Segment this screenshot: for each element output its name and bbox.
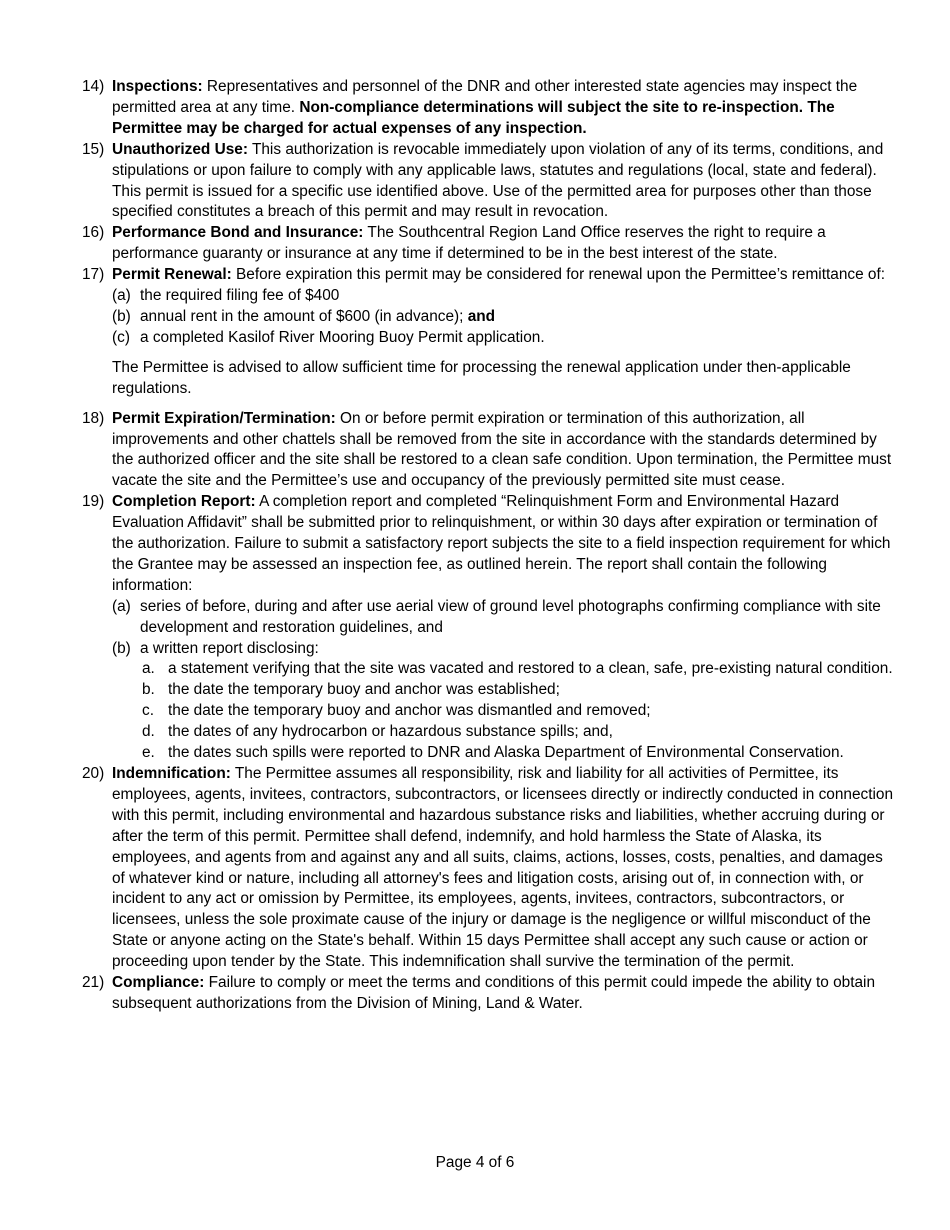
term-text: On or before permit expiration or termination of this authorization, all improvements and other chattels shall be removed from the site in accordance with the standards determined by the authorized officer and the site shall be restored to a clean safe condition. Upon termination, the Permittee must vacate the site and the Permittee’s use and occupancy of the previously permitted site must cease.	[112, 409, 892, 490]
report-item-text: the dates of any hydrocarbon or hazardous substance spills; and,	[168, 723, 613, 741]
term-18-permit-expiration	[82, 409, 897, 493]
sub-item-c	[112, 328, 897, 349]
report-item-label: d.	[142, 723, 155, 741]
term-title: Unauthorized Use:	[112, 140, 248, 158]
sub-item-text: annual rent in the amount of $600 (in advance);	[140, 307, 468, 325]
report-item-label: c.	[142, 702, 154, 720]
term-number: 14)	[82, 78, 105, 95]
term-title: Permit Expiration/Termination:	[112, 409, 336, 427]
report-item-text: the date the temporary buoy and anchor was established;	[168, 681, 560, 699]
term-text: Representatives and personnel of the DNR and other interested state agencies may inspect the permitted area at any time.	[112, 78, 858, 116]
sub-item-text: the required filing fee of $400	[140, 287, 340, 305]
report-item-e	[112, 743, 897, 764]
report-item-label: a.	[142, 660, 155, 678]
term-17-permit-renewal	[82, 265, 897, 408]
term-number: 16)	[82, 224, 105, 242]
term-title: Inspections:	[112, 78, 203, 95]
term-14-inspections	[82, 77, 897, 140]
sub-item-text: series of before, during and after use aerial view of ground level photographs confirming compliance with site development and restoration guidelines, and	[140, 597, 881, 636]
sub-item-a	[112, 597, 897, 639]
term-number: 19)	[82, 493, 105, 511]
term-number: 17)	[82, 266, 105, 284]
sub-item-text: a completed Kasilof River Mooring Buoy Permit application.	[140, 328, 545, 346]
sub-item-label: (a)	[112, 597, 131, 615]
term-bold-text: Non-compliance determinations will subject the site to re-inspection. The Permittee may be charged for actual expenses of any inspection.	[112, 98, 835, 137]
term-title: Performance Bond and Insurance:	[112, 224, 364, 242]
report-item-d	[112, 722, 897, 743]
term-title: Completion Report:	[112, 493, 256, 511]
sub-item-bold: and	[467, 307, 496, 325]
renewal-note: The Permittee is advised to allow sufficient time for processing the renewal application under then-applicable regulations.	[112, 358, 851, 397]
term-number: 21)	[82, 974, 105, 992]
term-text: This authorization is revocable immediately upon violation of any of its terms, conditions, and stipulations or upon failure to comply with any applicable laws, statutes and regulations (local, state and federal). This permit is issued for a specific use identified above. Use of the permitted area for purposes other than those specified constitutes a breach of this permit and may result in revocation.	[112, 140, 884, 221]
report-item-text: the dates such spills were reported to DNR and Alaska Department of Environmental Conservation.	[168, 744, 844, 762]
term-title: Indemnification:	[112, 765, 231, 782]
sub-item-label: (b)	[112, 639, 131, 657]
term-16-performance-bond	[82, 223, 897, 265]
term-text: Before expiration this permit may be considered for renewal upon the Permittee’s remittance of:	[231, 266, 886, 284]
term-number: 20)	[82, 765, 105, 782]
term-title: Compliance:	[112, 974, 205, 992]
report-item-label: b.	[142, 681, 155, 699]
page-number: Page 4 of 6	[435, 1154, 515, 1171]
term-text: The Permittee assumes all responsibility, risk and liability for all activities of Permittee, its employees, agents, invitees, contractors, subcontractors, or licensees directly or indirectly conducted in connection with this permit, including environmental and hazardous substance risks and liabilities, whether accruing during or after the term of this permit. Permittee shall defend, indemnify, and hold harmless the State of Alaska, its employees, and agents from and against any and all suits, claims, actions, losses, costs, penalties, and damages of whatever kind or nature, including all attorney's fees and litigation costs, arising out of, in connection with, or incident to any act or omission by Permittee, its employees, agents, invitees, contractors, subcontractors, or licensees, unless the sole proximate cause of the injury or damage is the negligence or willful misconduct of the State or anyone acting on the State's behalf. Within 15 days Permittee shall accept any such cause or action or proceeding upon tender by the State. This indemnification shall survive the termination of the permit.	[112, 765, 894, 971]
term-text: A completion report and completed “Relinquishment Form and Environmental Hazard Evaluation Affidavit” shall be submitted prior to relinquishment, or within 30 days after expiration or termination of the authorization. Failure to submit a satisfactory report subjects the site to a field inspection requirement for which the Grantee may be assessed an inspection fee, as outlined herein. The report shall contain the following information:	[112, 493, 891, 594]
sub-item-label: (c)	[112, 328, 130, 346]
report-item-label: e.	[142, 744, 155, 762]
report-item-text: a statement verifying that the site was vacated and restored to a clean, safe, pre-existing natural condition.	[168, 660, 893, 678]
term-title: Permit Renewal:	[112, 266, 232, 284]
term-20-indemnification	[82, 764, 897, 973]
term-text: The Southcentral Region Land Office reserves the right to require a performance guaranty or insurance at any time if determined to be in the best interest of the state.	[112, 224, 826, 263]
sub-item-a	[112, 286, 897, 307]
report-item-a	[112, 659, 897, 680]
sub-item-label: (a)	[112, 287, 131, 305]
sub-item-b	[112, 307, 897, 328]
term-15-unauthorized-use	[82, 140, 897, 224]
report-item-b	[112, 680, 897, 701]
sub-item-text: a written report disclosing:	[140, 639, 319, 657]
permit-terms	[82, 77, 897, 1015]
sub-item-b	[112, 639, 897, 660]
term-19-completion-report	[82, 492, 897, 764]
term-text: Failure to comply or meet the terms and conditions of this permit could impede the ability to obtain subsequent authorizations from the Division of Mining, Land & Water.	[112, 974, 876, 1012]
term-21-compliance	[82, 973, 897, 1015]
term-number: 18)	[82, 409, 105, 427]
report-item-c	[112, 701, 897, 722]
report-item-text: the date the temporary buoy and anchor was dismantled and removed;	[168, 702, 651, 720]
term-number: 15)	[82, 140, 105, 158]
sub-item-label: (b)	[112, 307, 131, 325]
